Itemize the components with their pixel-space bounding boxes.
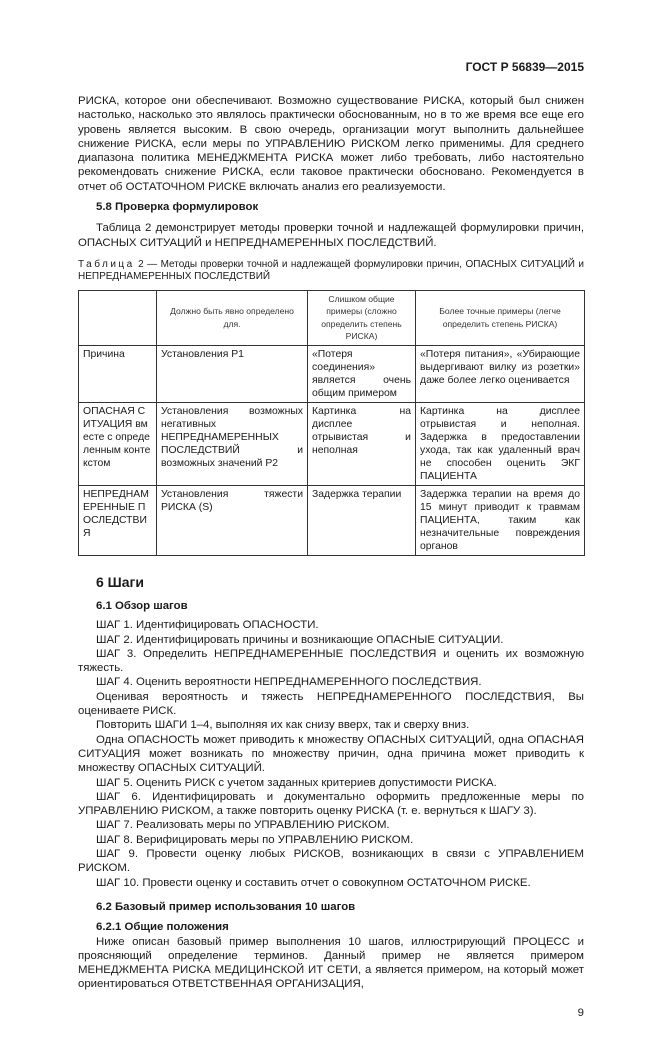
step-line: ШАГ 9. Провести оценку любых РИСКОВ, возникающих в связи с УПРАВЛЕНИЕМ РИСКОМ. <box>78 848 584 875</box>
table-cell: Задержка терапии <box>308 485 416 555</box>
header-cell: Более точные примеры (легче определить степень РИСКА) <box>416 290 585 345</box>
table-cell: «Потеря соединения» является очень общим примером <box>308 345 416 402</box>
step-line: Повторить ШАГИ 1–4, выполняя их как снизу вверх, так и сверху вниз. <box>96 719 470 732</box>
step-line: ШАГ 3. Определить НЕПРЕДНАМЕРЕННЫЕ ПОСЛЕДСТВИЯ и оценить их возможную тяжесть. <box>78 647 584 675</box>
page-body <box>78 0 584 1040</box>
table-cell: ОПАСНАЯ СИТУАЦИЯ вместе с определенным контекстом <box>79 402 157 485</box>
section-text: Таблица 2 демонстрирует методы проверки точной и надлежащей формулировки причин, ОПАСНЫХ СИТУАЦИЙ и НЕПРЕДНАМЕРЕННЫХ ПОСЛЕДСТВИЙ. <box>78 222 584 249</box>
table-row <box>79 485 585 555</box>
step-line: ШАГ 6. Идентифицировать и документально оформить предложенные меры по УПРАВЛЕНИЮ РИСКОМ, а также повторить оценку РИСКА (т. е. вернуться к ШАГУ 3). <box>78 790 584 818</box>
table-cell: Установления тяжести РИСКА (S) <box>157 485 308 555</box>
table-cell: Картинка на дисплее отрывистая и неполная <box>308 402 416 485</box>
table-cell: Установления P1 <box>157 345 308 402</box>
section-text: Ниже описан базовый пример выполнения 10 шагов, иллюстрирующий ПРОЦЕСС и проясняющий определение терминов. Данный пример не является примером МЕНЕДЖМЕНТА РИСКА МЕДИЦИНСКОЙ ИТ СЕТИ, а является примером, на который может ориентироваться ОТВЕТСТВЕННАЯ ОРГАНИЗАЦИЯ, <box>78 935 584 991</box>
header-cell: Должно быть явно определено для. <box>157 290 308 345</box>
step-line: ШАГ 2. Идентифицировать причины и возникающие ОПАСНЫЕ СИТУАЦИИ. <box>96 633 504 646</box>
section-5-8 <box>78 200 584 284</box>
table-cell: Причина <box>79 345 157 402</box>
table-cell: НЕПРЕДНАМЕРЕННЫЕ ПОСЛЕДСТВИЯ <box>79 485 157 555</box>
table-caption <box>78 259 584 284</box>
section-6 <box>78 574 584 992</box>
step-line: Оценивая вероятность и тяжесть НЕПРЕДНАМЕРЕННОГО ПОСЛЕДСТВИЯ, Вы оцениваете РИСК. <box>78 690 584 718</box>
subsection-heading: 6.1 Обзор шагов <box>96 599 188 612</box>
step-line: ШАГ 7. Реализовать меры по УПРАВЛЕНИЮ РИСКОМ. <box>96 819 390 832</box>
table-2-container <box>78 290 584 556</box>
table-2 <box>78 290 585 556</box>
header-cell <box>79 290 157 345</box>
table-row <box>79 402 585 485</box>
step-line: Одна ОПАСНОСТЬ может приводить к множеству ОПАСНЫХ СИТУАЦИЙ, одна ОПАСНАЯ СИТУАЦИЯ может возникать по множеству причин, одна причина может приводить к множеству ОПАСНЫХ СИТУАЦИЙ. <box>78 733 584 775</box>
steps-list <box>78 618 584 890</box>
step-line: ШАГ 5. Оценить РИСК с учетом заданных критериев допустимости РИСКА. <box>96 776 497 789</box>
table-row <box>79 345 585 402</box>
section-heading: 6 Шаги <box>96 573 144 590</box>
page-number: 9 <box>577 1006 584 1019</box>
caption-text: 2 — Методы проверки точной и надлежащей формулировки причин, ОПАСНЫХ СИТУАЦИЙ и НЕПРЕДНАМЕРЕННЫХ ПОСЛЕДСТВИЙ <box>78 258 584 283</box>
table-cell: Картинка на дисплее отрывистая и неполная. Задержка в предоставлении ухода, так как удаленный врач не способен оценить ЭКГ ПАЦИЕНТА <box>416 402 585 485</box>
header-cell: Слишком общие примеры (сложно определить степень РИСКА) <box>308 290 416 345</box>
table-header-row <box>79 290 585 345</box>
subsection-heading: 6.2.1 Общие положения <box>96 921 229 934</box>
caption-label: Таблица <box>78 258 135 270</box>
step-line: ШАГ 1. Идентифицировать ОПАСНОСТИ. <box>96 619 319 632</box>
intro-paragraph: РИСКА, которое они обеспечивают. Возможно существование РИСКА, который был снижен настолько, насколько это являлось практически обоснованным, но в то же время все еще его уровень является высоким. В свою очередь, организации могут выполнить дальнейшее снижение РИСКА, если меры по УПРАВЛЕНИЮ РИСКОМ легко применимы. Для среднего диапазона политика МЕНЕДЖМЕНТА РИСКА может либо требовать, либо настоятельно рекомендовать снижение РИСКА, если таковое практически обосновано. Рекомендуется в отчет об ОСТАТОЧНОМ РИСКЕ включать анализ его реализуемости. <box>78 95 584 193</box>
table-cell: «Потеря питания», «Убирающие выдергивают вилку из розетки» даже более легко оценивается <box>416 345 585 402</box>
document-header: ГОСТ Р 56839—2015 <box>465 60 584 74</box>
step-line: ШАГ 4. Оценить вероятности НЕПРЕДНАМЕРЕННОГО ПОСЛЕДСТВИЯ. <box>96 676 482 689</box>
section-heading: 5.8 Проверка формулировок <box>96 201 259 214</box>
step-line: ШАГ 8. Верифицировать меры по УПРАВЛЕНИЮ РИСКОМ. <box>96 833 414 846</box>
step-line: ШАГ 10. Провести оценку и составить отчет о совокупном ОСТАТОЧНОМ РИСКЕ. <box>96 876 531 889</box>
table-cell: Задержка терапии на время до 15 минут приводит к травмам ПАЦИЕНТА, таким как незначительные повреждения органов <box>416 485 585 555</box>
subsection-heading: 6.2 Базовый пример использования 10 шагов <box>96 900 356 913</box>
table-cell: Установления возможных негативных НЕПРЕДНАМЕРЕННЫХ ПОСЛЕДСТВИЙ и возможных значений P2 <box>157 402 308 485</box>
